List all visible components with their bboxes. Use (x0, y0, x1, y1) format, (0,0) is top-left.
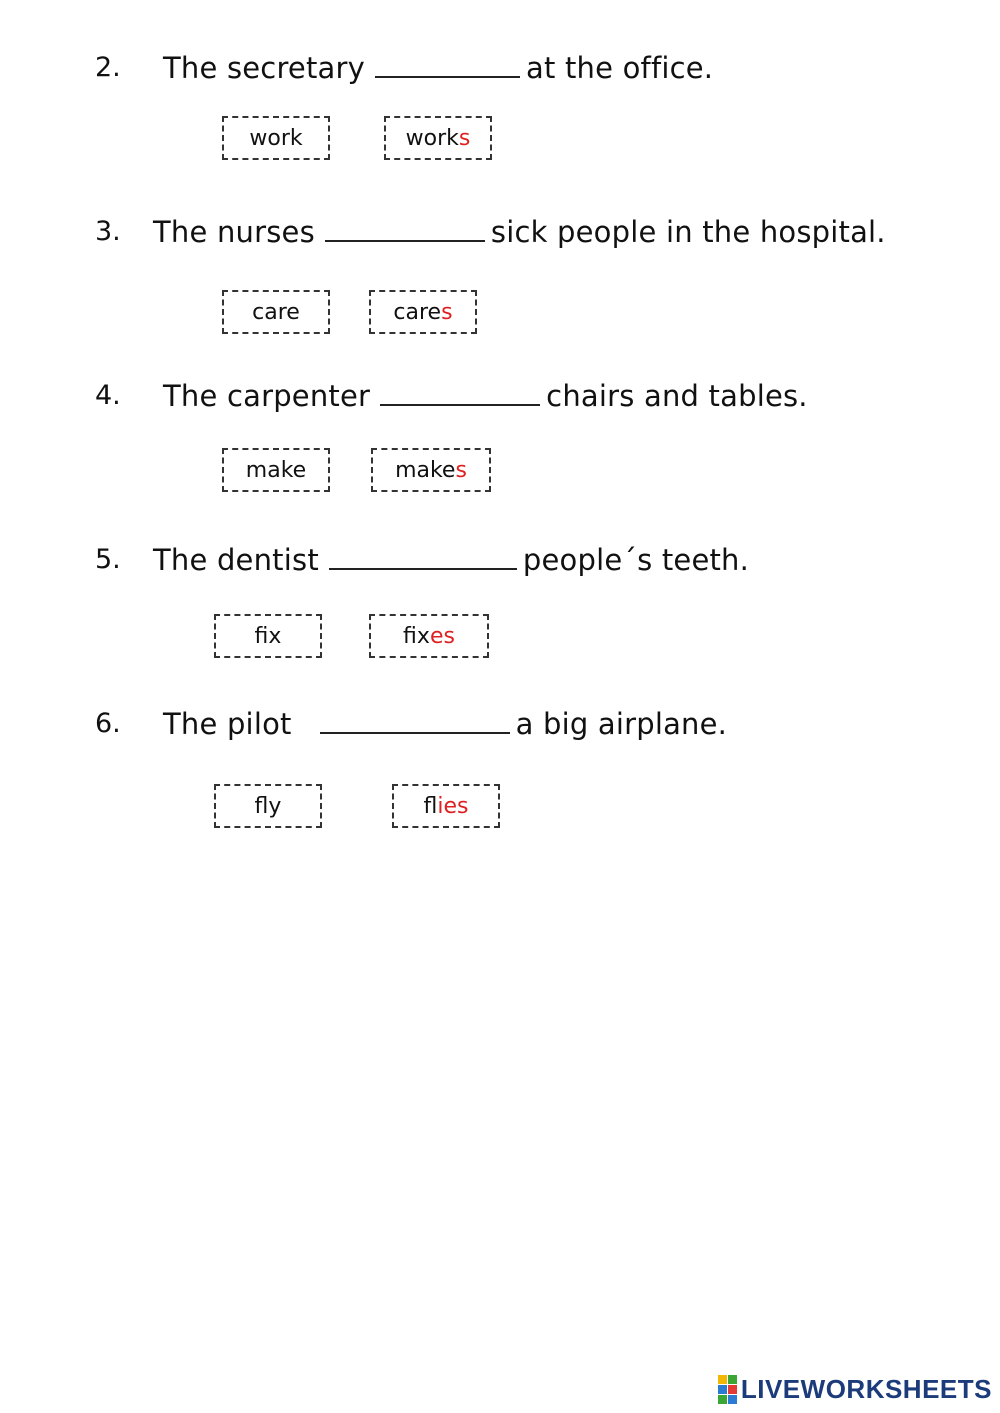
question-5 (0, 542, 1000, 582)
option-base: fix (403, 623, 430, 649)
option-suffix: ies (437, 793, 469, 819)
answer-blank[interactable] (325, 216, 485, 242)
option-suffix: s (441, 299, 453, 325)
option-base: work (249, 125, 303, 151)
question-2 (0, 50, 1000, 90)
option-suffix: es (429, 623, 455, 649)
question-number: 4. (95, 380, 121, 411)
answer-blank[interactable] (320, 708, 510, 734)
option-button[interactable] (222, 448, 330, 492)
option-base: make (395, 457, 456, 483)
option-button[interactable] (384, 116, 492, 160)
question-number: 5. (95, 544, 121, 575)
option-base: care (252, 299, 300, 325)
question-sentence (153, 542, 749, 578)
liveworksheets-logo-icon (718, 1375, 737, 1404)
option-button[interactable] (371, 448, 491, 492)
question-sentence (163, 50, 713, 86)
sentence-end: sick people in the hospital. (490, 215, 886, 249)
option-suffix: s (458, 125, 471, 151)
question-3 (0, 214, 1000, 254)
option-button[interactable] (392, 784, 500, 828)
option-suffix: s (455, 457, 467, 483)
option-base: care (393, 299, 442, 325)
sentence-start: The pilot (163, 707, 292, 741)
sentence-start: The nurses (153, 215, 315, 249)
sentence-start: The secretary (163, 51, 366, 85)
option-base: make (245, 457, 307, 483)
liveworksheets-footer (718, 1374, 992, 1405)
option-button[interactable] (214, 784, 322, 828)
sentence-end: a big airplane. (515, 707, 728, 741)
answer-blank[interactable] (375, 52, 520, 78)
question-6 (0, 706, 1000, 746)
option-base: fl (423, 793, 438, 819)
question-sentence (153, 214, 886, 250)
option-base: work (405, 125, 459, 151)
sentence-start: The carpenter (163, 379, 371, 413)
option-button[interactable] (214, 614, 322, 658)
sentence-end: at the office. (526, 51, 714, 85)
option-base: fix (254, 623, 282, 649)
question-number: 6. (95, 708, 121, 739)
option-button[interactable] (222, 290, 330, 334)
answer-blank[interactable] (329, 544, 517, 570)
question-number: 3. (95, 216, 121, 247)
sentence-end: people´s teeth. (522, 543, 750, 577)
sentence-end: chairs and tables. (546, 379, 808, 413)
brand-name: LIVEWORKSHEETS (740, 1374, 992, 1404)
question-sentence (163, 706, 727, 742)
option-button[interactable] (222, 116, 330, 160)
question-4 (0, 378, 1000, 418)
sentence-start: The dentist (153, 543, 319, 577)
option-button[interactable] (369, 290, 477, 334)
question-sentence (163, 378, 808, 414)
question-number: 2. (95, 52, 121, 83)
option-base: fly (254, 793, 282, 819)
answer-blank[interactable] (380, 380, 540, 406)
option-button[interactable] (369, 614, 489, 658)
